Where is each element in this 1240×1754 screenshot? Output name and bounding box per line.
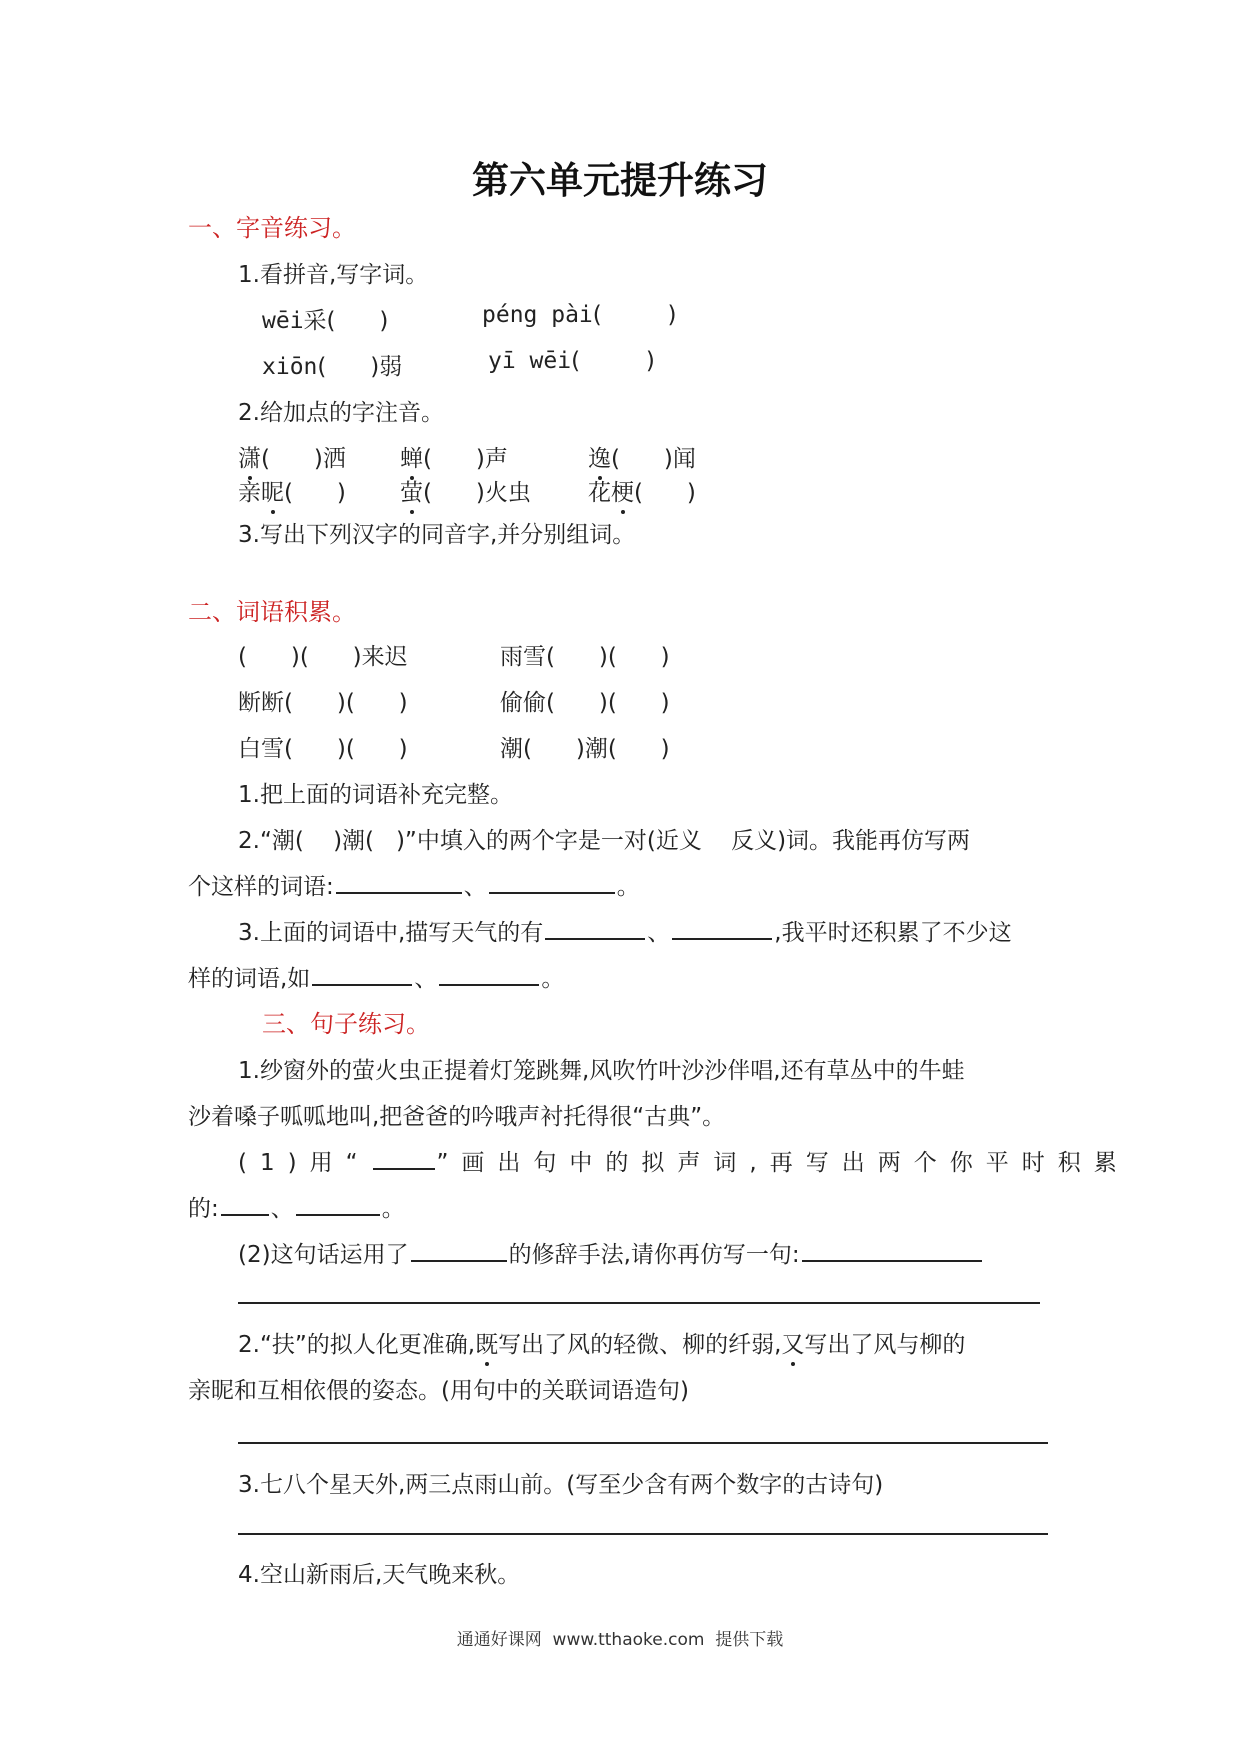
char-item-4: 亲昵( ) — [238, 474, 346, 507]
answer-line[interactable] — [238, 1533, 1048, 1535]
pinyin-item-1: wēi采( ) — [262, 308, 389, 334]
answer-blank[interactable] — [373, 1144, 435, 1170]
word-row-2-right: 偷偷( )( ) — [500, 690, 670, 716]
section-1-heading: 一、字音练习。 — [188, 214, 356, 242]
char-item-6: 花梗( ) — [588, 474, 696, 507]
section-1-q2: 2.给加点的字注音。 — [238, 400, 444, 426]
answer-line[interactable] — [238, 1302, 1040, 1304]
pinyin-item-3: xiōn( )弱 — [262, 354, 403, 380]
answer-blank[interactable] — [296, 1190, 380, 1216]
pinyin-item-4: yī wēi( ) — [488, 348, 655, 374]
answer-blank[interactable] — [221, 1190, 269, 1216]
section-3-q2-line2: 亲昵和互相依偎的姿态。(用句中的关联词语造句) — [188, 1378, 689, 1404]
answer-blank[interactable] — [802, 1236, 982, 1262]
section-1-q1: 1.看拼音,写字词。 — [238, 262, 429, 288]
char-item-3: 逸( )闻 — [588, 440, 696, 473]
pinyin-item-2: péng pài( ) — [482, 302, 677, 328]
answer-blank[interactable] — [545, 914, 645, 940]
section-2-heading: 二、词语积累。 — [188, 598, 356, 626]
section-3-heading: 三、句子练习。 — [262, 1010, 430, 1038]
section-2-q1: 1.把上面的词语补充完整。 — [238, 782, 513, 808]
char-item-1: 潇( )洒 — [238, 440, 346, 473]
section-3-q3: 3.七八个星天外,两三点雨山前。(写至少含有两个数字的古诗句) — [238, 1472, 884, 1498]
section-2-q3-line1: 3.上面的词语中,描写天气的有 、 ,我平时还积累了不少这 — [238, 914, 1012, 947]
section-3-sub2: (2)这句话运用了 的修辞手法,请你再仿写一句: — [238, 1236, 984, 1269]
section-2-q3-line2: 样的词语,如 、 。 — [188, 960, 564, 993]
word-row-1-right: 雨雪( )( ) — [500, 644, 670, 670]
section-2-q2-line1: 2.“潮( )潮( )”中填入的两个字是一对(近义 反义)词。我能再仿写两 — [238, 828, 971, 854]
section-3-q1-line1: 1.纱窗外的萤火虫正提着灯笼跳舞,风吹竹叶沙沙伴唱,还有草丛中的牛蛙 — [238, 1058, 965, 1084]
section-3-sub1-line1: (1)用“ ”画出句中的拟声词,再写出两个你平时积累 — [238, 1144, 1130, 1177]
char-item-5: 萤( )火虫 — [400, 474, 531, 507]
section-3-q2-line1: 2.“扶”的拟人化更准确,既写出了风的轻微、柳的纤弱,又写出了风与柳的 — [238, 1326, 965, 1359]
section-3-sub1-line2: 的: 、 。 — [188, 1190, 405, 1223]
page-title: 第六单元提升练习 — [472, 158, 768, 202]
section-3-q4: 4.空山新雨后,天气晚来秋。 — [238, 1562, 521, 1588]
answer-blank[interactable] — [312, 960, 412, 986]
answer-blank[interactable] — [336, 868, 462, 894]
answer-blank[interactable] — [411, 1236, 507, 1262]
section-3-q1-line2: 沙着嗓子呱呱地叫,把爸爸的吟哦声衬托得很“古典”。 — [188, 1104, 726, 1130]
word-row-1-left: ( )( )来迟 — [238, 644, 408, 670]
footer-credit: 通通好课网 www.tthaoke.com 提供下载 — [456, 1630, 784, 1650]
word-row-2-left: 断断( )( ) — [238, 690, 408, 716]
word-row-3-left: 白雪( )( ) — [238, 736, 408, 762]
answer-blank[interactable] — [439, 960, 539, 986]
answer-line[interactable] — [238, 1442, 1048, 1444]
answer-blank[interactable] — [489, 868, 615, 894]
answer-blank[interactable] — [672, 914, 772, 940]
section-2-q2-line2: 个这样的词语: 、 。 — [188, 868, 640, 901]
word-row-3-right: 潮( )潮( ) — [500, 736, 670, 762]
char-item-2: 蝉( )声 — [400, 440, 508, 473]
section-1-q3: 3.写出下列汉字的同音字,并分别组词。 — [238, 522, 636, 548]
